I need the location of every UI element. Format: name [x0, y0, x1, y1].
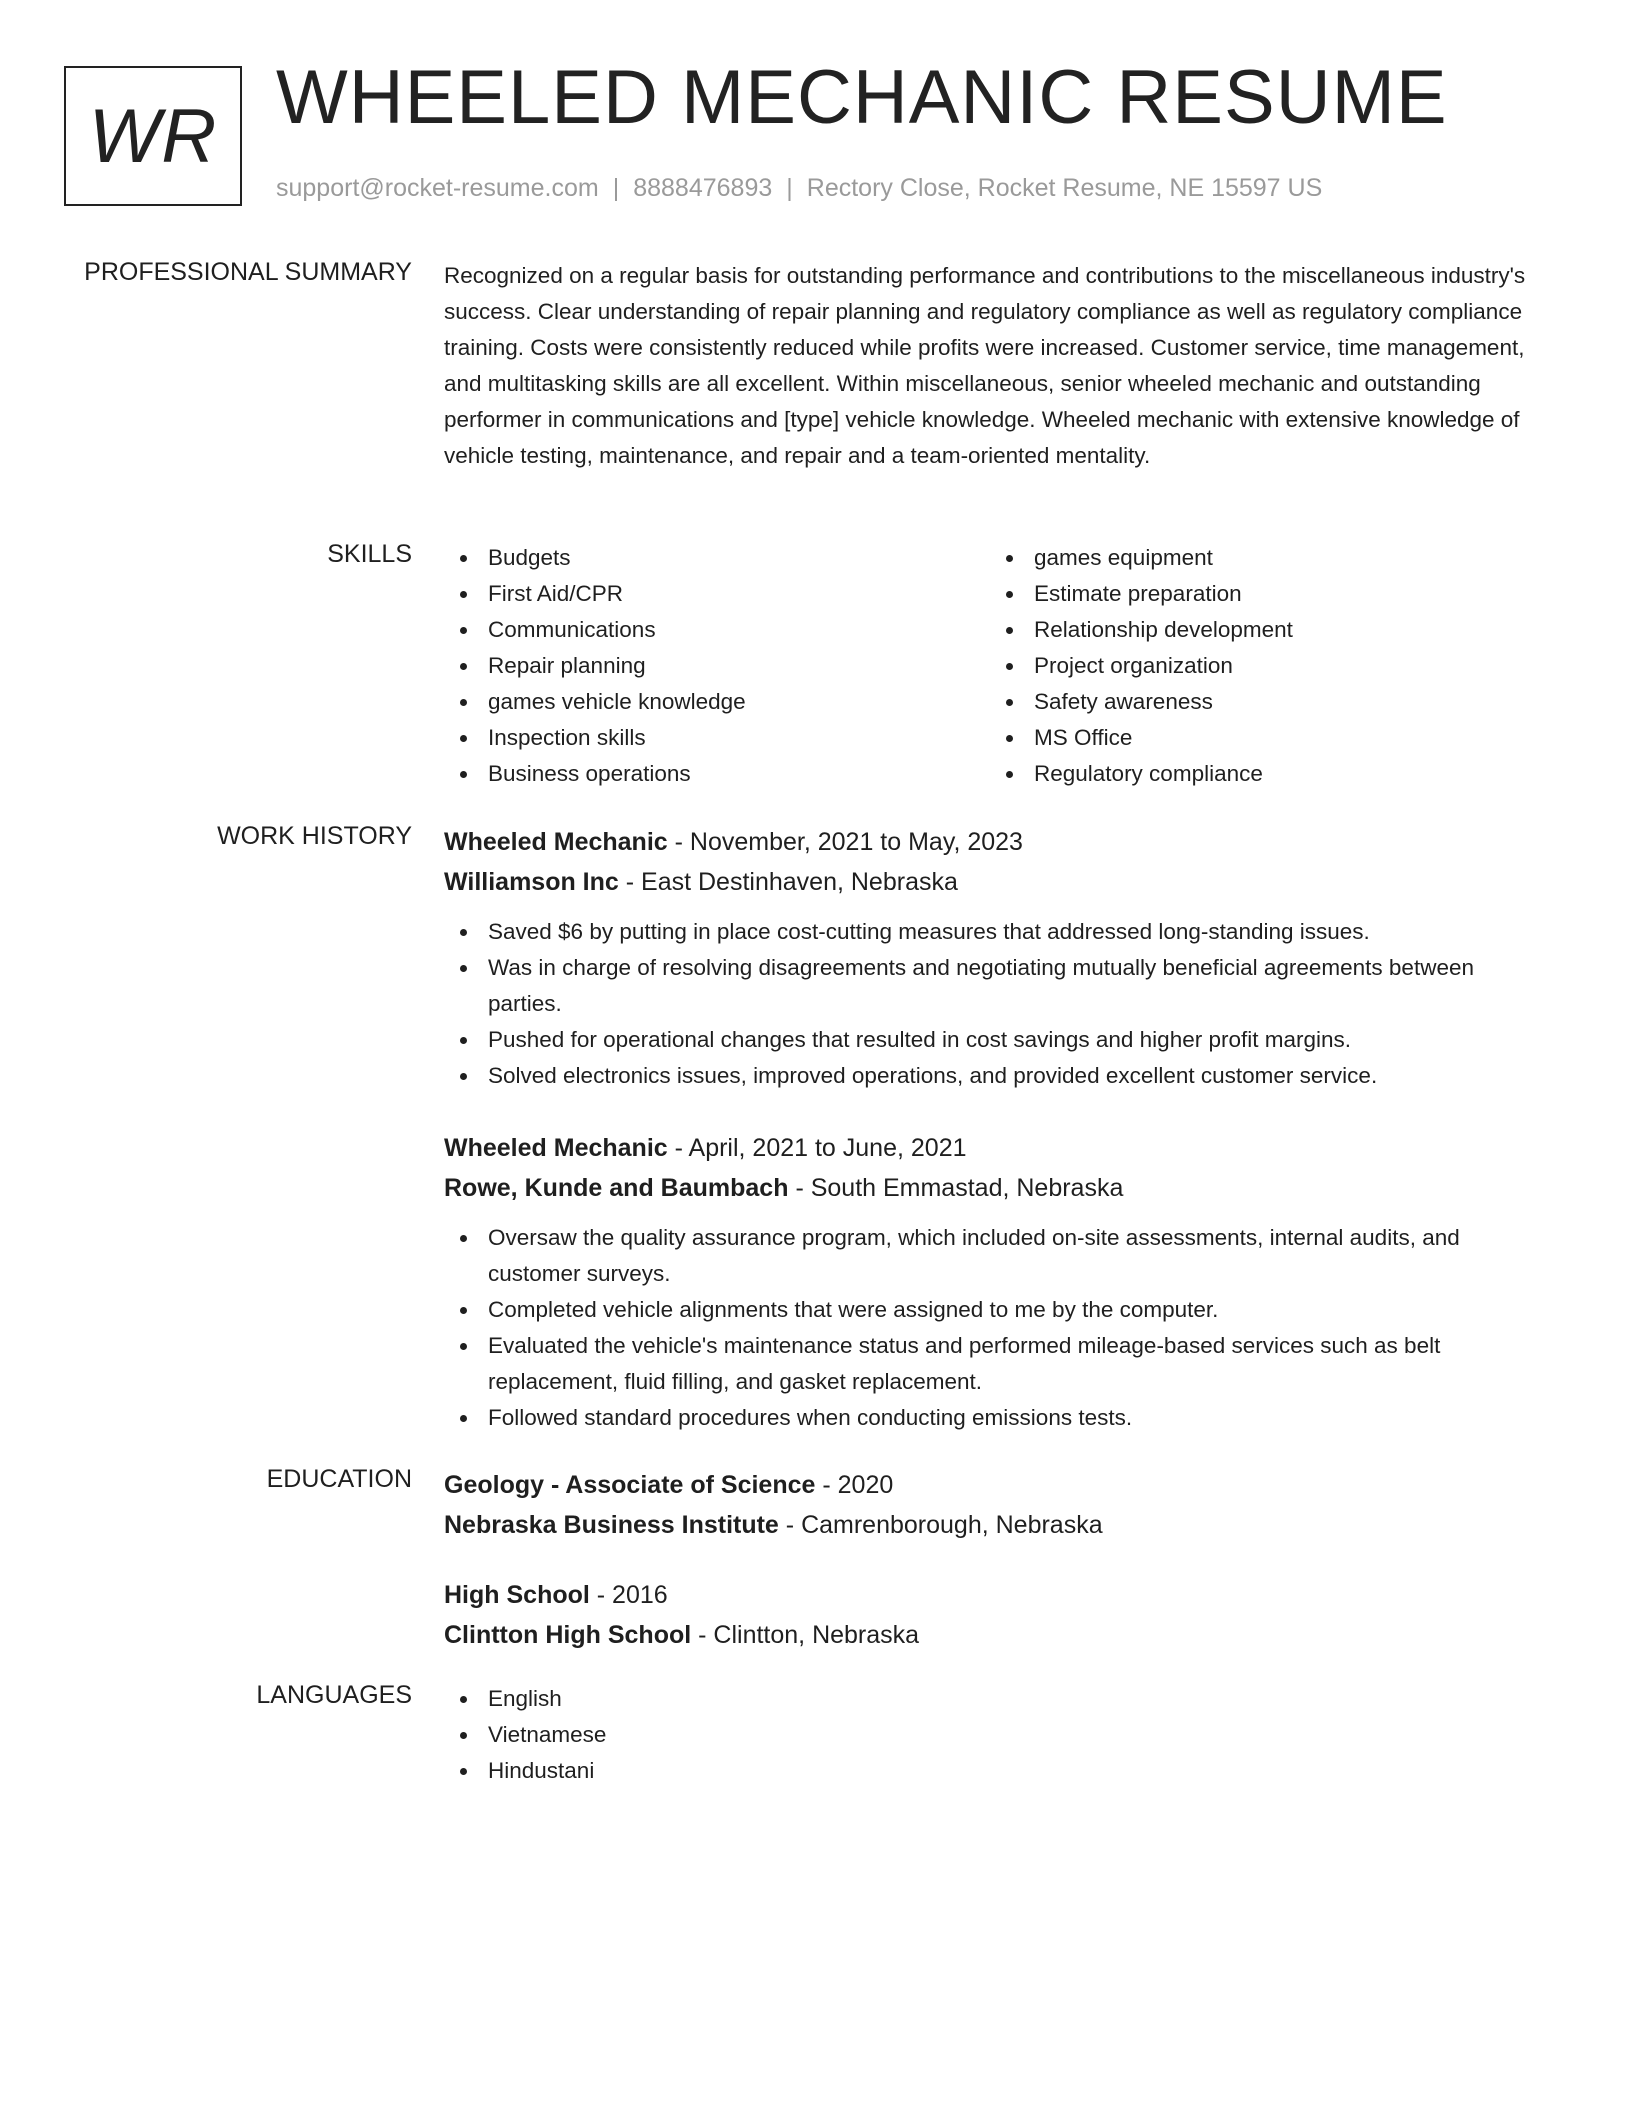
skill-item: Repair planning [444, 648, 990, 684]
languages-body [444, 1681, 1550, 1789]
job-location: - South Emmastad, Nebraska [795, 1174, 1124, 1202]
skill-item: Budgets [444, 540, 990, 576]
language-item: Hindustani [444, 1753, 1550, 1789]
job-entry [444, 822, 1550, 1094]
skill-item: games vehicle knowledge [444, 684, 990, 720]
contact-address: Rectory Close, Rocket Resume, NE 15597 US [806, 174, 1323, 202]
job-bullet: Pushed for operational changes that resulted in cost savings and higher profit margins. [444, 1022, 1550, 1058]
job-location: - East Destinhaven, Nebraska [625, 868, 958, 896]
job-bullet: Was in charge of resolving disagreements and negotiating mutually beneficial agreements between parties. [444, 950, 1550, 1022]
section-heading-skills: SKILLS [327, 540, 412, 568]
skills-grid [444, 540, 1550, 792]
work-history-body [444, 822, 1550, 1436]
job-entry [444, 1128, 1550, 1436]
skill-item: Project organization [990, 648, 1536, 684]
skills-list-right [990, 540, 1536, 792]
skill-item: First Aid/CPR [444, 576, 990, 612]
education-degree: High School [444, 1581, 590, 1609]
skill-item: Relationship development [990, 612, 1536, 648]
job-bullet: Followed standard procedures when conducting emissions tests. [444, 1400, 1550, 1436]
education-degree-line [444, 1465, 1550, 1505]
education-degree-line [444, 1575, 1550, 1615]
summary-body [444, 258, 1550, 474]
job-title-line [444, 822, 1550, 862]
job-bullet: Evaluated the vehicle's maintenance status and performed mileage-based services such as belt replacement, fluid filling, and gasket replacement. [444, 1328, 1550, 1400]
contact-email[interactable]: support@rocket-resume.com [276, 174, 599, 202]
skill-item: Safety awareness [990, 684, 1536, 720]
contact-phone[interactable]: 8888476893 [633, 174, 773, 202]
skill-item: MS Office [990, 720, 1536, 756]
job-company-line [444, 1168, 1550, 1208]
education-entry [444, 1575, 1550, 1655]
job-company: Rowe, Kunde and Baumbach [444, 1174, 789, 1202]
education-school: Nebraska Business Institute [444, 1511, 779, 1539]
skill-item: Inspection skills [444, 720, 990, 756]
job-bullet: Completed vehicle alignments that were assigned to me by the computer. [444, 1292, 1550, 1328]
section-heading-education: EDUCATION [266, 1465, 412, 1493]
job-dates: - April, 2021 to June, 2021 [674, 1134, 967, 1162]
contact-separator: | [612, 174, 620, 202]
education-year: - 2020 [822, 1471, 894, 1499]
monogram-logo: WR [64, 66, 242, 206]
education-school-line [444, 1505, 1550, 1545]
skill-item: games equipment [990, 540, 1536, 576]
education-entry [444, 1465, 1550, 1545]
job-bullets [444, 914, 1550, 1094]
education-body [444, 1465, 1550, 1655]
education-school: Clintton High School [444, 1621, 692, 1649]
job-bullets [444, 1220, 1550, 1436]
skill-item: Communications [444, 612, 990, 648]
education-year: - 2016 [596, 1581, 668, 1609]
skill-item: Business operations [444, 756, 990, 792]
education-location: - Camrenborough, Nebraska [785, 1511, 1103, 1539]
section-heading-work-history: WORK HISTORY [217, 822, 412, 850]
job-title-line [444, 1128, 1550, 1168]
job-bullet: Solved electronics issues, improved operations, and provided excellent customer service. [444, 1058, 1550, 1094]
job-title: Wheeled Mechanic [444, 1134, 668, 1162]
skill-item: Regulatory compliance [990, 756, 1536, 792]
section-heading-summary: PROFESSIONAL SUMMARY [84, 258, 412, 286]
skills-list-left [444, 540, 990, 792]
language-item: English [444, 1681, 1550, 1717]
contact-line [276, 174, 1322, 203]
languages-list [444, 1681, 1550, 1789]
contact-separator: | [786, 174, 793, 202]
education-location: - Clintton, Nebraska [698, 1621, 920, 1649]
summary-text: Recognized on a regular basis for outstanding performance and contributions to the miscellaneous industry's success. Clear understanding of repair planning and regulatory compliance as well as regulatory compliance training. Costs were consistently reduced while profits were increased. Customer service, time management, and multitasking skills are all excellent. Within miscellaneous, senior wheeled mechanic and outstanding performer in communications and [type] vehicle knowledge. Wheeled mechanic with extensive knowledge of vehicle testing, maintenance, and repair and a team-oriented mentality. [444, 263, 1526, 468]
page-title: WHEELED MECHANIC RESUME [276, 55, 1448, 140]
job-company-line [444, 862, 1550, 902]
job-bullet: Oversaw the quality assurance program, which included on-site assessments, internal audits, and customer surveys. [444, 1220, 1550, 1292]
job-bullet: Saved $6 by putting in place cost-cutting measures that addressed long-standing issues. [444, 914, 1550, 950]
language-item: Vietnamese [444, 1717, 1550, 1753]
section-heading-languages: LANGUAGES [256, 1681, 412, 1709]
education-school-line [444, 1615, 1550, 1655]
skill-item: Estimate preparation [990, 576, 1536, 612]
job-title: Wheeled Mechanic [444, 828, 668, 856]
job-dates: - November, 2021 to May, 2023 [674, 828, 1023, 856]
job-company: Williamson Inc [444, 868, 619, 896]
education-degree: Geology - Associate of Science [444, 1471, 816, 1499]
